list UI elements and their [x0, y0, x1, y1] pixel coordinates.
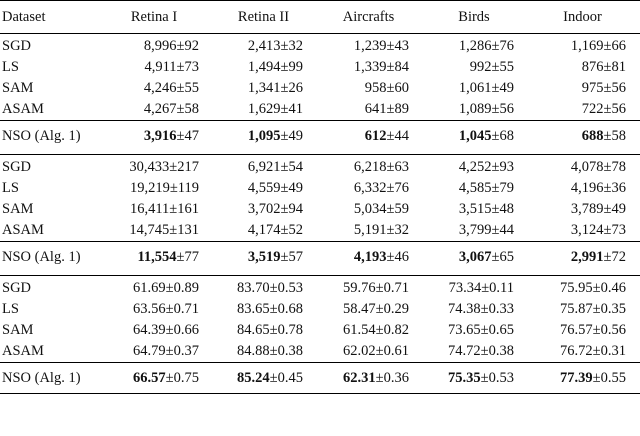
std-value: ±56 — [491, 101, 514, 117]
best-value-cell — [317, 363, 423, 394]
value-cell — [423, 57, 528, 78]
value-cell — [317, 57, 423, 78]
mean-value: 84.88 — [237, 343, 270, 359]
method-name: LS — [2, 59, 19, 75]
best-mean-value: 612 — [364, 128, 387, 144]
mean-value: 14,745 — [129, 222, 170, 238]
value-cell — [423, 299, 528, 320]
nso-row — [0, 121, 640, 152]
best-mean-value: 3,916 — [143, 128, 177, 144]
value-cell — [213, 178, 317, 199]
std-value: ±54 — [280, 159, 303, 175]
mean-value: 3,702 — [247, 201, 281, 217]
mean-value: 4,174 — [247, 222, 281, 238]
table-row — [0, 78, 640, 99]
value-cell — [98, 155, 213, 179]
std-value: ±66 — [603, 38, 626, 54]
std-value: ±0.82 — [375, 322, 409, 338]
std-value: ±0.31 — [592, 343, 626, 359]
best-value-cell — [528, 242, 640, 273]
value-cell — [98, 299, 213, 320]
mean-value: 58.47 — [343, 301, 376, 317]
mean-value: 1,286 — [458, 38, 492, 54]
value-cell — [528, 341, 640, 363]
mean-value: 6,218 — [353, 159, 387, 175]
mean-value: 975 — [581, 80, 604, 96]
value-cell — [423, 320, 528, 341]
std-value: ±46 — [386, 249, 409, 265]
std-value: ±0.56 — [592, 322, 626, 338]
std-value: ±0.71 — [165, 301, 199, 317]
value-cell — [528, 155, 640, 179]
std-value: ±58 — [603, 128, 626, 144]
best-value-cell — [213, 242, 317, 273]
best-mean-value: 11,554 — [137, 249, 177, 265]
best-value-cell — [213, 121, 317, 152]
mean-value: 3,799 — [458, 222, 492, 238]
best-mean-value: 66.57 — [133, 370, 166, 386]
std-value: ±76 — [386, 180, 409, 196]
header-indoor: Indoor — [528, 1, 640, 34]
value-cell — [423, 155, 528, 179]
mean-value: 4,246 — [143, 80, 177, 96]
method-name: SGD — [2, 38, 32, 54]
value-cell — [528, 34, 640, 58]
best-mean-value: 62.31 — [343, 370, 376, 386]
mean-value: 4,559 — [247, 180, 281, 196]
mean-value: 1,089 — [458, 101, 492, 117]
std-value: ±79 — [491, 180, 514, 196]
table-row — [0, 99, 640, 121]
std-value: ±0.29 — [375, 301, 409, 317]
table-row — [0, 320, 640, 341]
value-cell — [528, 57, 640, 78]
std-value: ±55 — [176, 80, 199, 96]
mean-value: 63.56 — [133, 301, 166, 317]
mean-value: 16,411 — [129, 201, 170, 217]
value-cell — [317, 178, 423, 199]
std-value: ±0.11 — [481, 280, 514, 296]
std-value: ±41 — [280, 101, 303, 117]
value-cell — [317, 78, 423, 99]
table-row — [0, 178, 640, 199]
std-value: ±73 — [176, 59, 199, 75]
mean-value: 76.57 — [560, 322, 593, 338]
value-cell — [528, 99, 640, 121]
best-value-cell — [423, 363, 528, 394]
method-name: SGD — [0, 276, 98, 300]
mean-value: 6,921 — [247, 159, 281, 175]
best-value-cell — [528, 121, 640, 152]
method-name: SGD — [0, 155, 98, 179]
std-value: ±81 — [603, 59, 626, 75]
mean-value: 4,078 — [570, 159, 604, 175]
mean-value: 62.02 — [343, 343, 376, 359]
mean-value: 5,191 — [353, 222, 387, 238]
value-cell — [213, 320, 317, 341]
value-cell — [213, 299, 317, 320]
value-cell — [213, 34, 317, 58]
value-cell — [213, 220, 317, 242]
header-retina-1: Retina I — [98, 1, 213, 34]
value-cell — [98, 178, 213, 199]
header-retina-2: Retina II — [213, 1, 317, 34]
value-cell — [528, 299, 640, 320]
best-value-cell — [98, 363, 213, 394]
std-value: ±55 — [491, 59, 514, 75]
std-value: ±0.68 — [269, 301, 303, 317]
std-value: ±0.75 — [165, 370, 199, 386]
std-value: ±93 — [491, 159, 514, 175]
std-value: ±0.38 — [269, 343, 303, 359]
value-cell — [213, 199, 317, 220]
method-name: NSO (Alg. 1) — [0, 121, 98, 152]
mean-value: 1,339 — [353, 59, 387, 75]
std-value: ±99 — [280, 59, 303, 75]
method-name: ASAM — [2, 101, 44, 117]
mean-value: 83.70 — [237, 280, 270, 296]
std-value: ±56 — [603, 101, 626, 117]
mean-value: 8,996 — [143, 38, 177, 54]
value-cell — [317, 220, 423, 242]
value-cell — [423, 341, 528, 363]
std-value: ±0.38 — [480, 343, 514, 359]
std-value: ±0.53 — [269, 280, 303, 296]
mean-value: 4,196 — [570, 180, 604, 196]
std-value: ±49 — [280, 180, 303, 196]
mean-value: 74.72 — [448, 343, 481, 359]
mean-value: 3,515 — [458, 201, 492, 217]
value-cell — [317, 99, 423, 121]
std-value: ±0.53 — [480, 370, 514, 386]
header-aircrafts: Aircrafts — [317, 1, 423, 34]
std-value: ±65 — [491, 249, 514, 265]
value-cell — [423, 276, 528, 300]
mean-value: 4,267 — [143, 101, 177, 117]
std-value: ±63 — [386, 159, 409, 175]
std-value: ±0.71 — [375, 280, 409, 296]
mean-value: 6,332 — [353, 180, 387, 196]
std-value: ±58 — [176, 101, 199, 117]
value-cell — [98, 341, 213, 363]
std-value: ±0.78 — [269, 322, 303, 338]
header-dataset: Dataset — [0, 1, 98, 34]
std-value: ±36 — [603, 180, 626, 196]
mean-value: 30,433 — [129, 159, 170, 175]
mean-value: 75.95 — [560, 280, 593, 296]
mean-value: 19,219 — [129, 180, 170, 196]
value-cell — [98, 320, 213, 341]
mean-value: 4,911 — [144, 59, 177, 75]
mean-value: 64.79 — [133, 343, 166, 359]
method-name: LS — [2, 180, 19, 196]
best-mean-value: 4,193 — [353, 249, 387, 265]
std-value: ±0.33 — [480, 301, 514, 317]
mean-value: 1,061 — [458, 80, 492, 96]
std-value: ±0.65 — [480, 322, 514, 338]
std-value: ±119 — [169, 180, 199, 196]
mean-value: 84.65 — [237, 322, 270, 338]
std-value: ±72 — [603, 249, 626, 265]
value-cell — [213, 155, 317, 179]
value-cell — [98, 99, 213, 121]
std-value: ±94 — [280, 201, 303, 217]
method-name: SAM — [2, 80, 34, 96]
std-value: ±57 — [280, 249, 303, 265]
nso-row — [0, 242, 640, 273]
best-value-cell — [98, 242, 213, 273]
value-cell — [98, 34, 213, 58]
std-value: ±89 — [386, 101, 409, 117]
table-row — [0, 276, 640, 300]
best-value-cell — [213, 363, 317, 394]
method-name: SAM — [2, 201, 34, 217]
mean-value: 61.54 — [343, 322, 376, 338]
best-value-cell — [317, 121, 423, 152]
std-value: ±0.55 — [592, 370, 626, 386]
value-cell — [213, 78, 317, 99]
method-name: ASAM — [2, 343, 44, 359]
mean-value: 1,239 — [353, 38, 387, 54]
value-cell — [528, 178, 640, 199]
method-name: NSO (Alg. 1) — [0, 242, 98, 273]
value-cell — [98, 57, 213, 78]
value-cell — [423, 178, 528, 199]
std-value: ±0.45 — [269, 370, 303, 386]
std-value: ±32 — [386, 222, 409, 238]
value-cell — [317, 320, 423, 341]
mean-value: 1,341 — [247, 80, 281, 96]
best-mean-value: 85.24 — [237, 370, 270, 386]
method-name: NSO (Alg. 1) — [0, 363, 98, 394]
header-row — [0, 1, 640, 34]
mean-value: 76.72 — [560, 343, 593, 359]
mean-value: 992 — [469, 59, 492, 75]
std-value: ±0.66 — [165, 322, 199, 338]
mean-value: 2,413 — [247, 38, 281, 54]
value-cell — [317, 299, 423, 320]
std-value: ±73 — [603, 222, 626, 238]
best-mean-value: 688 — [581, 128, 604, 144]
std-value: ±49 — [603, 201, 626, 217]
mean-value: 3,124 — [570, 222, 604, 238]
value-cell — [317, 199, 423, 220]
best-mean-value: 1,045 — [458, 128, 492, 144]
value-cell — [213, 276, 317, 300]
mean-value: 3,789 — [570, 201, 604, 217]
mean-value: 641 — [364, 101, 387, 117]
std-value: ±32 — [280, 38, 303, 54]
value-cell — [98, 276, 213, 300]
mean-value: 75.87 — [560, 301, 593, 317]
std-value: ±0.89 — [165, 280, 199, 296]
std-value: ±44 — [491, 222, 514, 238]
value-cell — [98, 199, 213, 220]
best-mean-value: 77.39 — [560, 370, 593, 386]
value-cell — [213, 99, 317, 121]
value-cell — [528, 320, 640, 341]
std-value: ±26 — [280, 80, 303, 96]
value-cell — [423, 220, 528, 242]
value-cell — [317, 341, 423, 363]
value-cell — [528, 220, 640, 242]
mean-value: 1,494 — [247, 59, 281, 75]
std-value: ±77 — [176, 249, 199, 265]
nso-row — [0, 363, 640, 394]
value-cell — [528, 78, 640, 99]
std-value: ±0.46 — [592, 280, 626, 296]
std-value: ±84 — [386, 59, 409, 75]
table-row — [0, 199, 640, 220]
std-value: ±59 — [386, 201, 409, 217]
std-value: ±49 — [280, 128, 303, 144]
std-value: ±48 — [491, 201, 514, 217]
std-value: ±161 — [169, 201, 199, 217]
std-value: ±0.61 — [375, 343, 409, 359]
value-cell — [98, 220, 213, 242]
mean-value: 958 — [364, 80, 387, 96]
value-cell — [317, 34, 423, 58]
std-value: ±68 — [491, 128, 514, 144]
std-value: ±49 — [491, 80, 514, 96]
value-cell — [528, 199, 640, 220]
best-value-cell — [423, 121, 528, 152]
best-value-cell — [317, 242, 423, 273]
value-cell — [423, 34, 528, 58]
value-cell — [317, 276, 423, 300]
table-row — [0, 34, 640, 58]
std-value: ±47 — [176, 128, 199, 144]
std-value: ±0.36 — [375, 370, 409, 386]
table-row — [0, 220, 640, 242]
std-value: ±60 — [386, 80, 409, 96]
table-body — [0, 34, 640, 394]
header-birds: Birds — [423, 1, 528, 34]
value-cell — [98, 78, 213, 99]
value-cell — [423, 78, 528, 99]
table-row — [0, 155, 640, 179]
std-value: ±217 — [169, 159, 199, 175]
table-row — [0, 299, 640, 320]
best-mean-value: 3,067 — [458, 249, 492, 265]
std-value: ±0.37 — [165, 343, 199, 359]
method-name: LS — [2, 301, 19, 317]
value-cell — [317, 155, 423, 179]
method-name: ASAM — [2, 222, 44, 238]
value-cell — [423, 199, 528, 220]
value-cell — [423, 99, 528, 121]
std-value: ±76 — [491, 38, 514, 54]
mean-value: 73.34 — [448, 280, 482, 296]
value-cell — [213, 341, 317, 363]
best-mean-value: 1,095 — [247, 128, 281, 144]
mean-value: 4,585 — [458, 180, 492, 196]
best-value-cell — [98, 121, 213, 152]
mean-value: 74.38 — [448, 301, 481, 317]
std-value: ±56 — [603, 80, 626, 96]
mean-value: 722 — [581, 101, 604, 117]
mean-value: 64.39 — [133, 322, 166, 338]
mean-value: 73.65 — [448, 322, 481, 338]
mean-value: 1,629 — [247, 101, 281, 117]
std-value: ±131 — [169, 222, 199, 238]
best-mean-value: 75.35 — [448, 370, 481, 386]
mean-value: 4,252 — [458, 159, 492, 175]
mean-value: 5,034 — [353, 201, 387, 217]
best-mean-value: 2,991 — [570, 249, 604, 265]
best-value-cell — [528, 363, 640, 394]
value-cell — [213, 57, 317, 78]
value-cell — [528, 276, 640, 300]
mean-value: 83.65 — [237, 301, 270, 317]
best-mean-value: 3,519 — [247, 249, 281, 265]
std-value: ±44 — [386, 128, 409, 144]
table-row — [0, 57, 640, 78]
mean-value: 876 — [581, 59, 604, 75]
table-row — [0, 341, 640, 363]
method-name: SAM — [2, 322, 34, 338]
mean-value: 1,169 — [570, 38, 604, 54]
std-value: ±0.35 — [592, 301, 626, 317]
best-value-cell — [423, 242, 528, 273]
std-value: ±92 — [176, 38, 199, 54]
std-value: ±43 — [386, 38, 409, 54]
mean-value: 61.69 — [133, 280, 166, 296]
std-value: ±52 — [280, 222, 303, 238]
std-value: ±78 — [603, 159, 626, 175]
mean-value: 59.76 — [343, 280, 376, 296]
